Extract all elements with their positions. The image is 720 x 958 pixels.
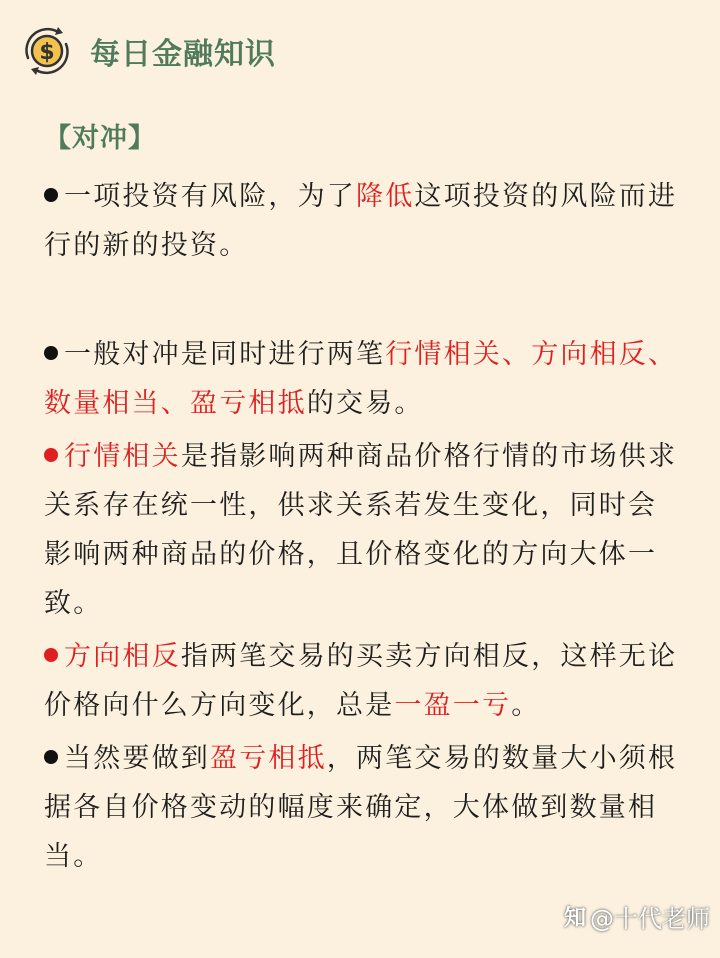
svg-text:$: $ [39,40,55,65]
highlight: 行情相关、方向相反、数量相当、盈亏相抵 [44,339,678,419]
paragraph-1: 一项投资有风险，为了降低这项投资的风险而进行的新的投资。 [44,181,678,261]
highlight: 一盈一亏 [394,690,512,721]
paragraph-2: 一般对冲是同时进行两笔行情相关、方向相反、数量相当、盈亏相抵的交易。 [44,339,678,419]
paragraph-3: 行情相关是指影响两种商品价格行情的市场供求关系存在统一性，供求关系若发生变化，同时会影响两种商品的价格，且价格变化的方向大体一致。 [44,441,678,619]
zhihu-icon: 知 [563,906,586,931]
dollar-coin-icon [18,22,76,80]
highlight: 行情相关 [64,441,181,472]
bullet-icon [44,448,58,462]
bullet-icon [44,648,58,662]
highlight: 盈亏相抵 [210,743,327,774]
page-title: 每日金融知识 [90,37,276,72]
bullet-icon [44,346,58,360]
highlight: 方向相反 [64,641,181,672]
paragraph-5: 当然要做到盈亏相抵，两笔交易的数量大小须根据各自价格变动的幅度来确定，大体做到数量相当。 [44,743,678,872]
article-body [44,172,684,881]
paragraph-4: 方向相反指两笔交易的买卖方向相反，这样无论价格向什么方向变化，总是一盈一亏。 [44,641,678,721]
bullet-icon [44,188,58,202]
header [18,22,276,80]
section-title: 【对冲】 [44,123,156,154]
watermark [564,899,710,934]
highlight: 降低 [356,181,415,212]
bullet-icon [44,750,58,764]
watermark-text: @十代老师 [590,905,710,933]
